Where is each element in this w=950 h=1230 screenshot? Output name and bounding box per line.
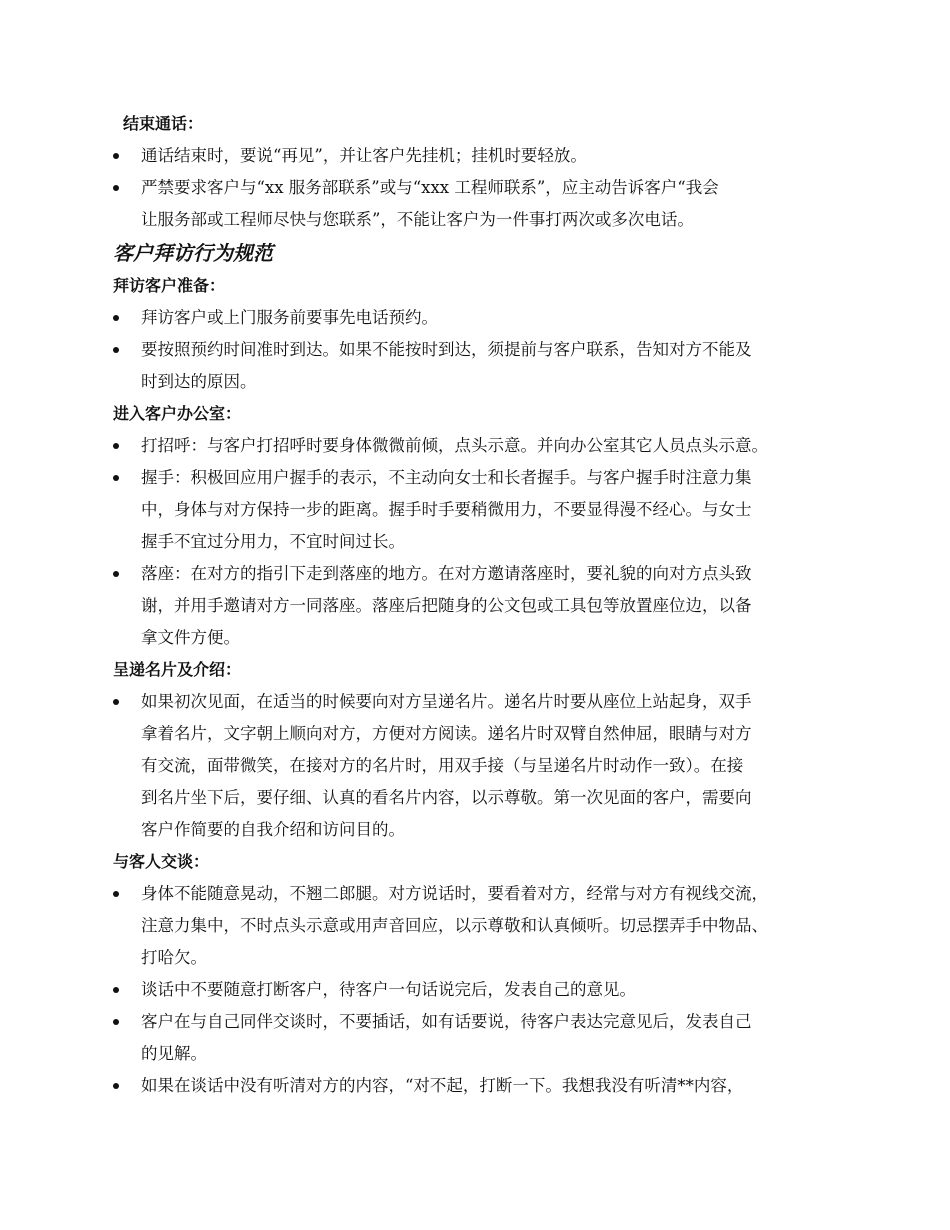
bullet-icon <box>113 571 119 577</box>
list-item-text: 通话结束时，要说“再见”，并让客户先挂机；挂机时要轻放。 <box>141 146 587 165</box>
document-body <box>113 108 843 1102</box>
list-item <box>113 974 843 1006</box>
list-item <box>113 334 843 398</box>
list-item <box>113 302 843 334</box>
list-item-text: 要按照预约时间准时到达。如果不能按时到达，须提前与客户联系，告知对方不能及 时到达的原因。 <box>141 340 752 391</box>
bullet-icon <box>113 1083 119 1089</box>
bullet-icon <box>113 891 119 897</box>
bullet-icon <box>113 315 119 321</box>
list-item-text: 握手：积极回应用户握手的表示，不主动向女士和长者握手。与客户握手时注意力集 中，身体与对方保持一步的距离。握手时手要稍微用力，不要显得漫不经心。与女士 握手不宜过分用力，不宜时间过长。 <box>141 468 752 551</box>
list-item-text: 客户在与自己同伴交谈时，不要插话，如有话要说，待客户表达完意见后，发表自己 的见解。 <box>141 1012 752 1063</box>
bullet-icon <box>113 987 119 993</box>
bullet-icon <box>113 153 119 159</box>
list-item <box>113 462 843 558</box>
list-item-text: 如果在谈话中没有听清对方的内容，“对不起，打断一下。我想我没有听清**内容， <box>141 1076 744 1095</box>
bullet-icon <box>113 185 119 191</box>
section-heading-business-card: 呈递名片及介绍： <box>113 660 242 679</box>
list-item <box>113 140 843 172</box>
list-item <box>113 686 843 846</box>
list-item <box>113 1070 843 1102</box>
list-item <box>113 558 843 654</box>
list-item <box>113 430 843 462</box>
list-item-text: 落座：在对方的指引下走到落座的地方。在对方邀请落座时，要礼貌的向对方点头致 谢，并用手邀请对方一同落座。落座后把随身的公文包或工具包等放置座位边，以备 拿文件方便。 <box>141 564 752 647</box>
list-item-text: 谈话中不要随意打断客户，待客户一句话说完后，发表自己的意见。 <box>141 980 636 999</box>
list-item-text: 如果初次见面，在适当的时候要向对方呈递名片。递名片时要从座位上站起身，双手 拿着名片，文字朝上顺向对方，方便对方阅读。递名片时双臂自然伸屈，眼睛与对方 有交流，面带微笑，在接对方的名片时，用双手接（与呈递名片时动作一致）。在接 到名片坐下后，要仔细、认真的看名片内容，以示尊敬。第一次见面的客户，需要向 客户作简要的自我介绍和访问目的。 <box>141 692 752 839</box>
bullet-icon <box>113 1019 119 1025</box>
section-heading-enter-office: 进入客户办公室： <box>113 404 242 423</box>
section-heading-end-call: 结束通话： <box>123 114 204 133</box>
bullet-icon <box>113 347 119 353</box>
list-item <box>113 878 843 974</box>
list-item <box>113 1006 843 1070</box>
bullet-icon <box>113 475 119 481</box>
section-title-visit-conduct: 客户拜访行为规范 <box>113 241 273 265</box>
bullet-icon <box>113 699 119 705</box>
list-item <box>113 172 843 236</box>
section-heading-visit-prep: 拜访客户准备： <box>113 276 226 295</box>
list-item-text: 打招呼：与客户打招呼时要身体微微前倾，点头示意。并向办公室其它人员点头示意。 <box>141 436 768 455</box>
list-item-text: 严禁要求客户与“xx 服务部联系”或与“xxx 工程师联系”，应主动告诉客户“我会 让服务部或工程师尽快与您联系”，不能让客户为一件事打两次或多次电话。 <box>141 178 719 229</box>
section-heading-conversation: 与客人交谈： <box>113 852 210 871</box>
list-item-text: 身体不能随意晃动，不翘二郎腿。对方说话时，要看着对方，经常与对方有视线交流， 注意力集中，不时点头示意或用声音回应，以示尊敬和认真倾听。切忌摆弄手中物品、 打哈欠。 <box>141 884 768 967</box>
list-item-text: 拜访客户或上门服务前要事先电话预约。 <box>141 308 438 327</box>
bullet-icon <box>113 443 119 449</box>
